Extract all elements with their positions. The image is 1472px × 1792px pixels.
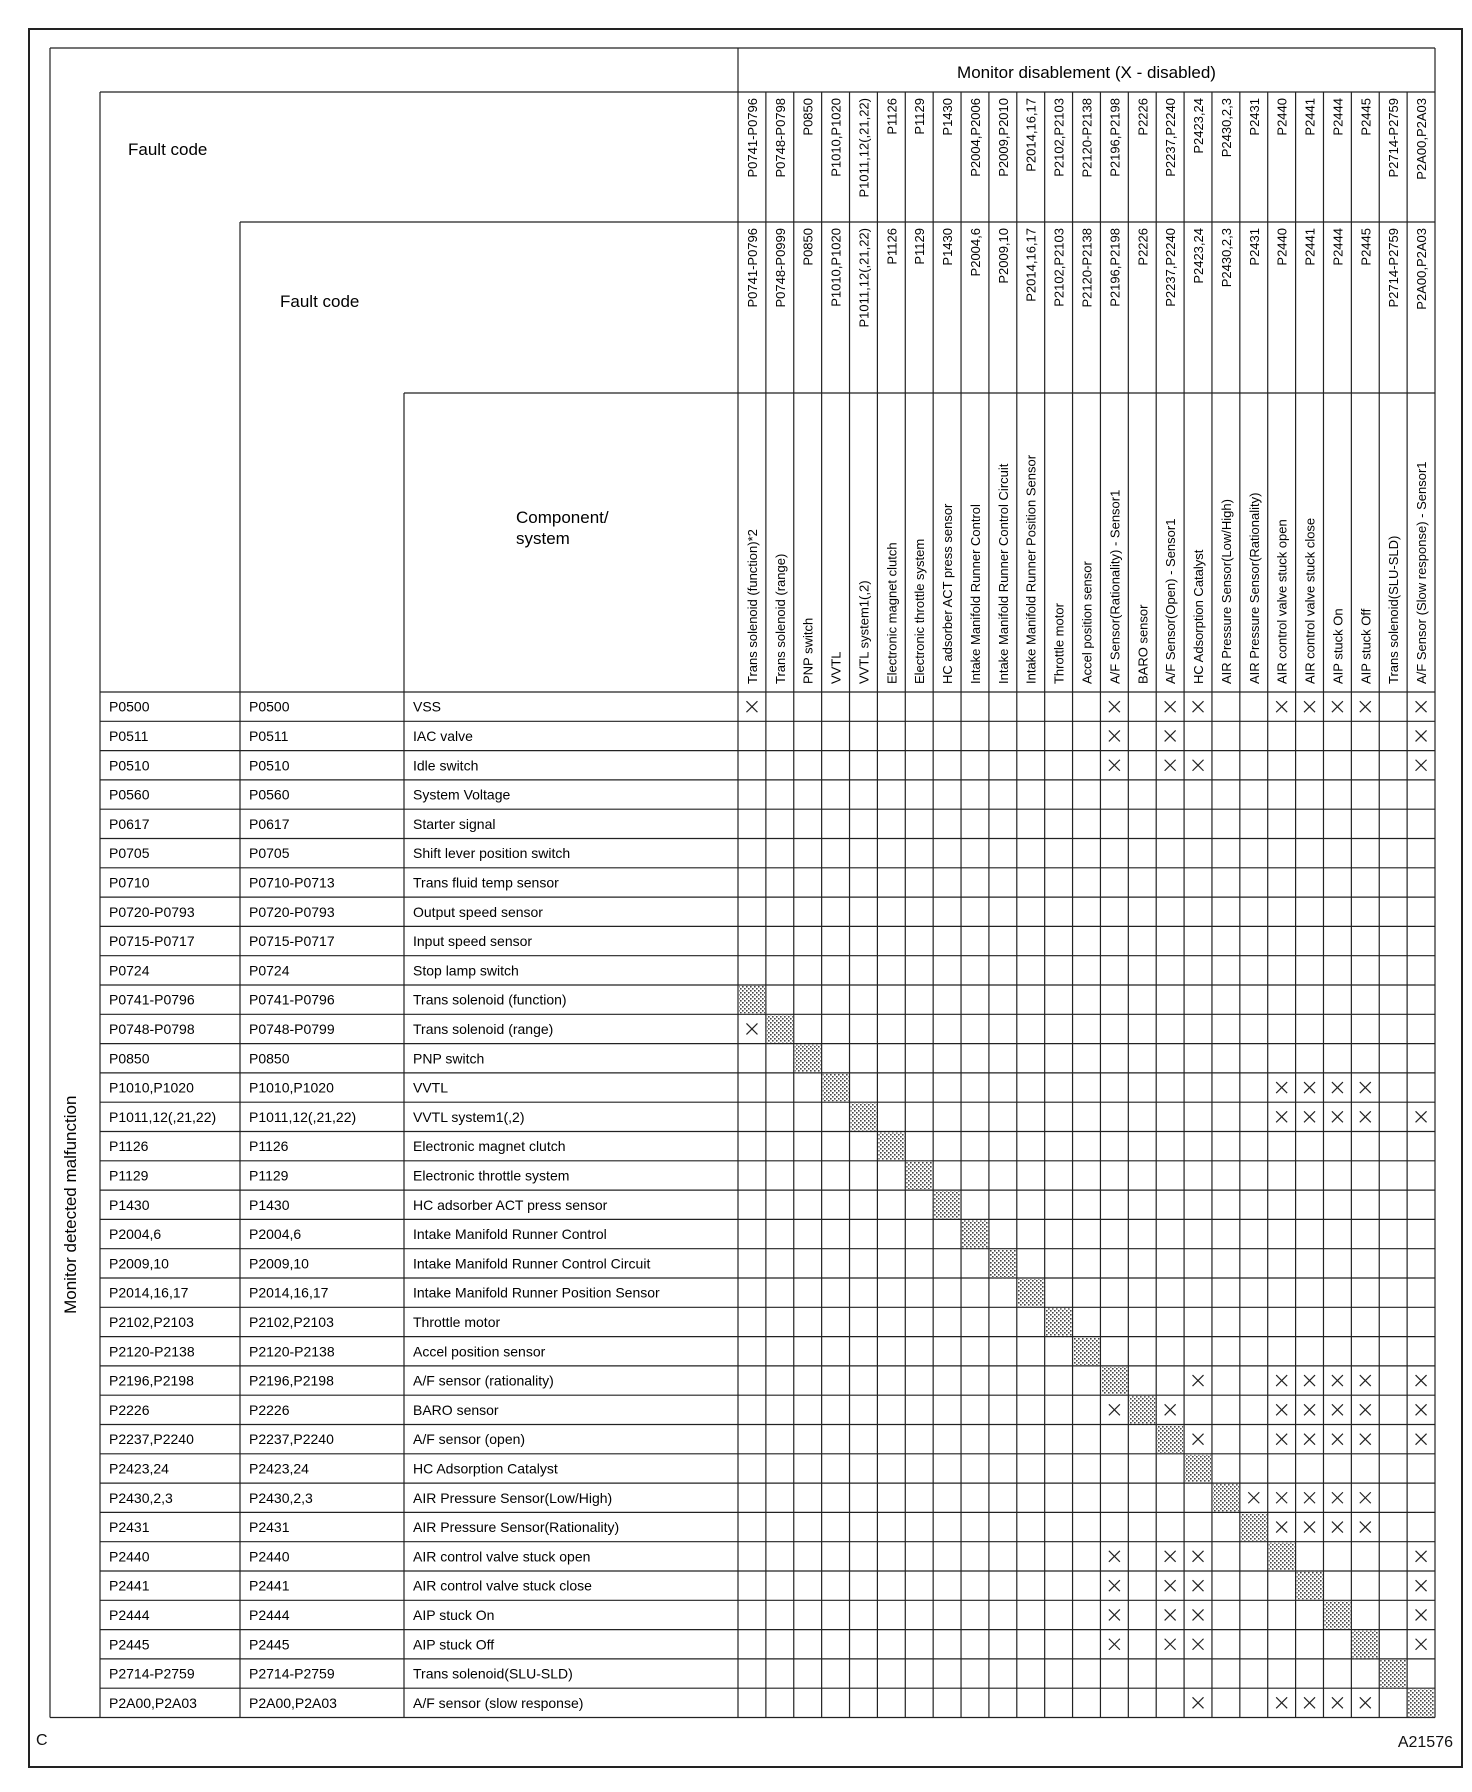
row-code-2: P0715-P0717	[249, 933, 335, 950]
column-code-2: P2237,P2240	[1163, 228, 1179, 307]
column-component-name: BARO sensor	[1135, 604, 1151, 684]
column-code-2: P1126	[884, 228, 900, 265]
self-reference-cell	[934, 1191, 960, 1218]
row-code-2: P2102,P2103	[249, 1313, 334, 1330]
column-code-1: P2009,P2010	[995, 98, 1011, 177]
row-code-1: P0715-P0717	[109, 933, 195, 950]
disabled-x-mark	[1193, 1375, 1204, 1386]
row-code-2: P1430	[249, 1196, 290, 1213]
disabled-x-mark	[1332, 1404, 1343, 1415]
row-code-1: P0724	[109, 962, 150, 979]
column-component-name: AIR control valve stuck open	[1274, 519, 1290, 684]
row-component-name: VVTL	[413, 1079, 449, 1096]
disabled-x-mark	[1416, 701, 1427, 712]
disabled-x-mark	[1360, 1375, 1371, 1386]
disabled-x-mark	[1165, 1580, 1176, 1591]
disabled-x-mark	[1109, 1404, 1120, 1415]
disabled-x-mark	[1276, 1404, 1287, 1415]
disabled-x-mark	[1276, 1697, 1287, 1708]
self-reference-cell	[823, 1074, 849, 1101]
disabled-x-mark	[1416, 1551, 1427, 1562]
disabled-x-mark	[1360, 1522, 1371, 1533]
row-code-1: P2430,2,3	[109, 1489, 173, 1506]
column-code-1: P2441	[1302, 98, 1318, 136]
column-code-2: P2004,6	[967, 228, 983, 277]
disabled-x-mark	[1165, 1609, 1176, 1620]
side-label: Monitor detected malfunction	[61, 1095, 80, 1314]
column-component-name: A/F Sensor(Open) - Sensor1	[1163, 518, 1179, 684]
column-component-name: AIR Pressure Sensor(Low/High)	[1218, 499, 1234, 684]
disabled-x-mark	[1332, 1492, 1343, 1503]
row-code-2: P0511	[249, 727, 289, 744]
disabled-x-mark	[1360, 701, 1371, 712]
figure-id-label: A21576	[1397, 1734, 1453, 1751]
self-reference-cell	[1297, 1572, 1323, 1599]
disabled-x-mark	[1416, 760, 1427, 771]
monitor-disablement-sheet	[28, 28, 1463, 1768]
row-component-name: PNP switch	[413, 1050, 485, 1067]
row-code-1: P2226	[109, 1401, 150, 1418]
column-code-2: P2440	[1274, 228, 1290, 266]
disabled-x-mark	[1109, 1609, 1120, 1620]
self-reference-cell	[962, 1220, 988, 1247]
row-code-1: P0741-P0796	[109, 991, 195, 1008]
column-code-2: P2714-P2759	[1386, 228, 1402, 308]
row-code-1: P1129	[109, 1167, 149, 1184]
row-component-name: AIR control valve stuck open	[413, 1548, 591, 1565]
disabled-x-mark	[1193, 1551, 1204, 1562]
row-code-1: P0710	[109, 874, 150, 891]
row-component-name: AIR Pressure Sensor(Low/High)	[413, 1489, 613, 1506]
row-code-2: P0510	[249, 757, 290, 774]
self-reference-cell	[878, 1133, 904, 1160]
column-code-2: P2196,P2198	[1107, 228, 1123, 307]
row-component-name: Electronic magnet clutch	[413, 1138, 566, 1155]
row-component-name: Intake Manifold Runner Position Sensor	[413, 1284, 660, 1301]
column-component-name: HC Adsorption Catalyst	[1191, 549, 1207, 684]
column-code-1: P1430	[940, 98, 956, 136]
self-reference-cell	[1046, 1308, 1072, 1335]
disabled-x-mark	[1304, 1375, 1315, 1386]
column-code-2: P1011,12(,21,22)	[856, 228, 872, 328]
column-code-2: P1430	[940, 228, 956, 266]
row-code-1: P0705	[109, 845, 150, 862]
column-code-1: P1129	[912, 98, 928, 135]
column-code-1: P0748-P0798	[772, 98, 788, 178]
disabled-x-mark	[1304, 1111, 1315, 1122]
disabled-x-mark	[1360, 1492, 1371, 1503]
column-code-2: P1010,P1020	[828, 228, 844, 307]
row-code-2: P1129	[249, 1167, 289, 1184]
column-code-2: P2102,P2103	[1051, 228, 1067, 307]
self-reference-cell	[1241, 1513, 1267, 1540]
row-component-name: Accel position sensor	[413, 1343, 546, 1360]
row-code-1: P2A00,P2A03	[109, 1694, 197, 1711]
row-code-2: P2004,6	[249, 1226, 302, 1243]
column-component-name: AIP stuck Off	[1358, 608, 1374, 684]
component-heading-line2: system	[516, 529, 570, 548]
row-component-name: A/F sensor (rationality)	[413, 1372, 554, 1389]
disabled-x-mark	[1416, 1375, 1427, 1386]
column-code-1: P2226	[1135, 98, 1151, 136]
row-component-name: Intake Manifold Runner Control Circuit	[413, 1255, 651, 1272]
row-code-1: P0560	[109, 786, 150, 803]
disabled-x-mark	[1109, 1580, 1120, 1591]
column-code-2: P2120-P2138	[1079, 228, 1095, 308]
column-code-1: P2014,16,17	[1023, 98, 1039, 172]
column-component-name: PNP switch	[800, 617, 816, 684]
row-code-2: P2A00,P2A03	[249, 1694, 337, 1711]
self-reference-cell	[906, 1162, 932, 1189]
disabled-x-mark	[1360, 1434, 1371, 1445]
row-code-2: P2440	[249, 1548, 290, 1565]
column-code-1: P2A00,P2A03	[1414, 98, 1430, 180]
row-component-name: A/F sensor (slow response)	[413, 1694, 584, 1711]
disabled-x-mark	[1193, 1639, 1204, 1650]
row-code-2: P1011,12(,21,22)	[249, 1108, 357, 1125]
disabled-x-mark	[1416, 1111, 1427, 1122]
row-component-name: Input speed sensor	[413, 933, 533, 950]
column-code-2: P0850	[800, 228, 816, 266]
row-code-1: P0850	[109, 1050, 150, 1067]
row-component-name: Trans solenoid (function)	[413, 991, 567, 1008]
column-code-1: P2445	[1358, 98, 1374, 136]
row-component-name: VSS	[413, 698, 442, 715]
column-code-1: P2196,P2198	[1107, 98, 1123, 177]
self-reference-cell	[990, 1250, 1016, 1277]
row-code-2: P0724	[249, 962, 290, 979]
column-component-name: Trans solenoid (function)*2	[744, 529, 760, 684]
disabled-x-mark	[1304, 1697, 1315, 1708]
row-component-name: AIP stuck Off	[413, 1636, 495, 1653]
row-component-name: System Voltage	[413, 786, 511, 803]
disabled-x-mark	[1360, 1111, 1371, 1122]
column-code-2: P0748-P0999	[772, 228, 788, 308]
row-component-name: Electronic throttle system	[413, 1167, 570, 1184]
row-code-2: P2009,10	[249, 1255, 309, 1272]
row-code-2: P2430,2,3	[249, 1489, 313, 1506]
column-code-1: P2714-P2759	[1386, 98, 1402, 178]
row-code-1: P1010,P1020	[109, 1079, 194, 1096]
column-component-name: A/F Sensor (Slow response) - Sensor1	[1414, 461, 1430, 684]
disabled-x-mark	[1332, 1522, 1343, 1533]
disabled-x-mark	[1165, 1551, 1176, 1562]
self-reference-cell	[1380, 1660, 1406, 1687]
disabled-x-mark	[1416, 1639, 1427, 1650]
column-code-1: P2423,24	[1191, 98, 1207, 154]
row-code-2: P2423,24	[249, 1460, 309, 1477]
disabled-x-mark	[1165, 1404, 1176, 1415]
disabled-x-mark	[1276, 701, 1287, 712]
row-code-1: P2714-P2759	[109, 1665, 195, 1682]
row-component-name: VVTL system1(,2)	[413, 1108, 525, 1125]
column-component-name: Accel position sensor	[1079, 561, 1095, 684]
row-code-2: P1126	[249, 1138, 289, 1155]
disabled-x-mark	[1193, 701, 1204, 712]
disabled-x-mark	[1416, 1404, 1427, 1415]
self-reference-cell	[1213, 1484, 1239, 1511]
row-code-2: P0617	[249, 815, 290, 832]
row-code-2: P0500	[249, 698, 290, 715]
column-component-name: VVTL system1(,2)	[856, 580, 872, 684]
column-code-1: P1010,P1020	[828, 98, 844, 177]
row-code-2: P0705	[249, 845, 290, 862]
disabled-x-mark	[746, 1023, 757, 1034]
row-component-name: AIP stuck On	[413, 1606, 495, 1623]
row-code-2: P2237,P2240	[249, 1431, 334, 1448]
column-component-name: Electronic magnet clutch	[884, 542, 900, 684]
fault-code-heading-2: Fault code	[280, 292, 360, 311]
disabled-x-mark	[1276, 1111, 1287, 1122]
disabled-x-mark	[1416, 1434, 1427, 1445]
column-code-1: P0850	[800, 98, 816, 136]
row-code-1: P0748-P0798	[109, 1020, 195, 1037]
disabled-x-mark	[1109, 1639, 1120, 1650]
table-grid	[30, 30, 1461, 1766]
row-component-name: Trans solenoid (range)	[413, 1020, 554, 1037]
row-component-name: Trans solenoid(SLU-SLD)	[413, 1665, 573, 1682]
column-code-2: P2226	[1135, 228, 1151, 266]
column-code-2: P2014,16,17	[1023, 228, 1039, 302]
self-reference-cell	[739, 986, 765, 1013]
disabled-x-mark	[1109, 730, 1120, 741]
self-reference-cell	[1352, 1631, 1378, 1658]
row-code-2: P2431	[249, 1519, 290, 1536]
row-code-1: P1430	[109, 1196, 150, 1213]
row-code-1: P2445	[109, 1636, 150, 1653]
self-reference-cell	[795, 1045, 821, 1072]
row-component-name: Output speed sensor	[413, 903, 543, 920]
disabled-x-mark	[1304, 1522, 1315, 1533]
disabled-x-mark	[1332, 1375, 1343, 1386]
disabled-x-mark	[1276, 1082, 1287, 1093]
disabled-x-mark	[1304, 1404, 1315, 1415]
row-code-2: P1010,P1020	[249, 1079, 334, 1096]
row-code-1: P2014,16,17	[109, 1284, 189, 1301]
table-title: Monitor disablement (X - disabled)	[957, 63, 1216, 82]
column-component-name: Trans solenoid(SLU-SLD)	[1386, 535, 1402, 684]
self-reference-cell	[851, 1103, 877, 1130]
row-code-1: P0720-P0793	[109, 903, 195, 920]
disabled-x-mark	[1360, 1082, 1371, 1093]
corner-left-label: C	[36, 1732, 48, 1749]
row-component-name: A/F sensor (open)	[413, 1431, 526, 1448]
column-code-1: P0741-P0796	[744, 98, 760, 178]
self-reference-cell	[1129, 1396, 1155, 1423]
column-component-name: AIR control valve stuck close	[1302, 517, 1318, 684]
row-component-name: Stop lamp switch	[413, 962, 519, 979]
column-component-name: A/F Sensor(Rationality) - Sensor1	[1107, 489, 1123, 684]
self-reference-cell	[767, 1015, 793, 1042]
row-code-1: P2009,10	[109, 1255, 169, 1272]
row-component-name: IAC valve	[413, 727, 473, 744]
column-component-name: Trans solenoid (range)	[772, 553, 788, 684]
self-reference-cell	[1074, 1338, 1100, 1365]
row-code-2: P2441	[249, 1577, 290, 1594]
row-code-1: P1126	[109, 1138, 149, 1155]
row-code-1: P2440	[109, 1548, 150, 1565]
disabled-x-mark	[1360, 1404, 1371, 1415]
column-component-name: Throttle motor	[1051, 603, 1067, 684]
disabled-x-mark	[1332, 1434, 1343, 1445]
row-code-2: P2120-P2138	[249, 1343, 335, 1360]
column-code-1: P2102,P2103	[1051, 98, 1067, 177]
row-code-1: P2196,P2198	[109, 1372, 194, 1389]
column-code-1: P2430,2,3	[1218, 98, 1234, 158]
row-code-2: P0710-P0713	[249, 874, 335, 891]
row-code-2: P0720-P0793	[249, 903, 335, 920]
fault-code-heading: Fault code	[128, 140, 208, 159]
row-code-1: P2120-P2138	[109, 1343, 195, 1360]
column-component-name: Intake Manifold Runner Control Circuit	[995, 463, 1011, 684]
column-code-2: P2423,24	[1191, 228, 1207, 284]
column-code-2: P2A00,P2A03	[1414, 228, 1430, 310]
self-reference-cell	[1157, 1426, 1183, 1453]
self-reference-cell	[1101, 1367, 1127, 1394]
disabled-x-mark	[1165, 730, 1176, 741]
row-code-1: P2441	[109, 1577, 150, 1594]
disabled-x-mark	[1165, 1639, 1176, 1650]
row-code-1: P2102,P2103	[109, 1313, 194, 1330]
disabled-x-mark	[1276, 1375, 1287, 1386]
disabled-x-mark	[1193, 760, 1204, 771]
disabled-x-mark	[1304, 1082, 1315, 1093]
disabled-x-mark	[1276, 1434, 1287, 1445]
disabled-x-mark	[746, 701, 757, 712]
self-reference-cell	[1408, 1689, 1434, 1716]
disabled-x-mark	[1416, 730, 1427, 741]
row-code-2: P2714-P2759	[249, 1665, 335, 1682]
column-component-name: Intake Manifold Runner Control	[967, 504, 983, 684]
column-component-name: HC adsorber ACT press sensor	[940, 503, 956, 684]
row-code-1: P2423,24	[109, 1460, 169, 1477]
row-code-2: P2014,16,17	[249, 1284, 329, 1301]
column-code-2: P2430,2,3	[1218, 228, 1234, 288]
disabled-x-mark	[1193, 1580, 1204, 1591]
row-code-1: P0500	[109, 698, 150, 715]
disabled-x-mark	[1416, 1609, 1427, 1620]
row-code-1: P0617	[109, 815, 150, 832]
row-code-2: P2196,P2198	[249, 1372, 334, 1389]
column-code-2: P2441	[1302, 228, 1318, 266]
column-code-1: P1011,12(,21,22)	[856, 98, 872, 198]
disabled-x-mark	[1332, 1697, 1343, 1708]
row-component-name: Trans fluid temp sensor	[413, 874, 559, 891]
row-component-name: AIR Pressure Sensor(Rationality)	[413, 1519, 620, 1536]
column-code-2: P2431	[1246, 228, 1262, 266]
row-component-name: HC adsorber ACT press sensor	[413, 1196, 608, 1213]
row-component-name: Intake Manifold Runner Control	[413, 1226, 607, 1243]
column-code-2: P2444	[1330, 228, 1346, 266]
disabled-x-mark	[1109, 1551, 1120, 1562]
column-code-1: P2120-P2138	[1079, 98, 1095, 178]
disabled-x-mark	[1248, 1492, 1259, 1503]
column-code-1: P2237,P2240	[1163, 98, 1179, 177]
column-component-name: Electronic throttle system	[912, 538, 928, 684]
column-component-name: VVTL	[828, 651, 844, 684]
disabled-x-mark	[1193, 1697, 1204, 1708]
disabled-x-mark	[1416, 1580, 1427, 1591]
column-component-name: AIP stuck On	[1330, 608, 1346, 684]
disabled-x-mark	[1332, 701, 1343, 712]
row-code-2: P2445	[249, 1636, 290, 1653]
self-reference-cell	[1324, 1601, 1350, 1628]
row-component-name: AIR control valve stuck close	[413, 1577, 592, 1594]
self-reference-cell	[1185, 1455, 1211, 1482]
row-code-2: P0560	[249, 786, 290, 803]
row-code-1: P0511	[109, 727, 149, 744]
column-code-1: P2440	[1274, 98, 1290, 136]
column-code-2: P0741-P0796	[744, 228, 760, 308]
row-code-2: P0850	[249, 1050, 290, 1067]
disabled-x-mark	[1165, 760, 1176, 771]
disabled-x-mark	[1304, 1492, 1315, 1503]
component-heading-line1: Component/	[516, 508, 609, 527]
disabled-x-mark	[1109, 701, 1120, 712]
row-code-2: P2226	[249, 1401, 290, 1418]
row-code-1: P2004,6	[109, 1226, 162, 1243]
column-component-name: AIR Pressure Sensor(Rationality)	[1246, 492, 1262, 684]
column-code-2: P2009,10	[995, 228, 1011, 284]
row-component-name: Throttle motor	[413, 1313, 501, 1330]
column-code-1: P2004,P2006	[967, 98, 983, 177]
disabled-x-mark	[1193, 1609, 1204, 1620]
row-component-name: Idle switch	[413, 757, 479, 774]
disabled-x-mark	[1276, 1522, 1287, 1533]
row-code-2: P0748-P0799	[249, 1020, 335, 1037]
row-code-1: P0510	[109, 757, 150, 774]
disabled-x-mark	[1360, 1697, 1371, 1708]
self-reference-cell	[1269, 1543, 1295, 1570]
row-component-name: Shift lever position switch	[413, 845, 571, 862]
disabled-x-mark	[1193, 1434, 1204, 1445]
disabled-x-mark	[1332, 1082, 1343, 1093]
row-code-1: P1011,12(,21,22)	[109, 1108, 217, 1125]
column-component-name: Intake Manifold Runner Position Sensor	[1023, 454, 1039, 684]
row-code-1: P2431	[109, 1519, 150, 1536]
row-code-1: P2444	[109, 1606, 150, 1623]
row-code-2: P2444	[249, 1606, 290, 1623]
disabled-x-mark	[1304, 1434, 1315, 1445]
row-component-name: Starter signal	[413, 815, 496, 832]
disabled-x-mark	[1332, 1111, 1343, 1122]
column-code-1: P1126	[884, 98, 900, 135]
row-component-name: BARO sensor	[413, 1401, 499, 1418]
row-code-1: P2237,P2240	[109, 1431, 194, 1448]
disabled-x-mark	[1276, 1492, 1287, 1503]
column-code-1: P2444	[1330, 98, 1346, 136]
column-code-1: P2431	[1246, 98, 1262, 136]
row-component-name: HC Adsorption Catalyst	[413, 1460, 558, 1477]
disabled-x-mark	[1109, 760, 1120, 771]
disabled-x-mark	[1165, 701, 1176, 712]
disabled-x-mark	[1304, 701, 1315, 712]
self-reference-cell	[1018, 1279, 1044, 1306]
row-code-2: P0741-P0796	[249, 991, 335, 1008]
column-code-2: P2445	[1358, 228, 1374, 266]
column-code-2: P1129	[912, 228, 928, 265]
